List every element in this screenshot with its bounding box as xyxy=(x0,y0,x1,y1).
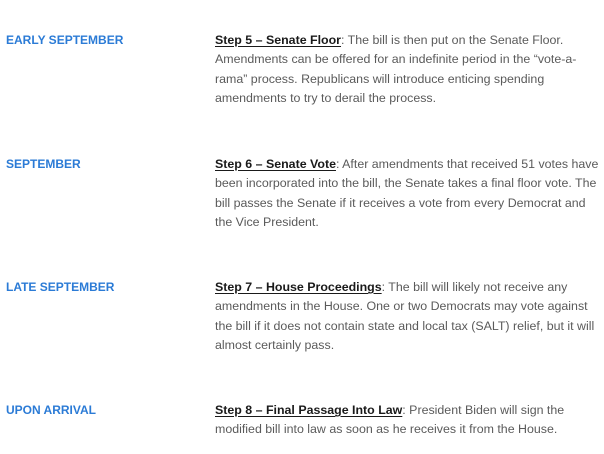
step-text: : The bill is then put on the Senate Floor. Amendments can be offered for an indefinite period in the “vote-a-rama” process. Republicans will introduce enticing spending amendments to try to derail the process. xyxy=(215,33,577,105)
timeline-date-label: UPON ARRIVAL xyxy=(6,403,96,417)
timeline-step-description xyxy=(215,278,599,355)
step-title: Step 6 – Senate Vote xyxy=(215,157,336,171)
timeline-date-label: LATE SEPTEMBER xyxy=(6,280,115,294)
step-title: Step 8 – Final Passage Into Law xyxy=(215,403,403,417)
step-text: : The bill will likely not receive any amendments in the House. One or two Democrats may vote against the bill if it does not contain state and local tax (SALT) relief, but it will almost certainly pass. xyxy=(215,280,595,352)
step-title: Step 7 – House Proceedings xyxy=(215,280,382,294)
step-title: Step 5 – Senate Floor xyxy=(215,33,342,47)
timeline-step-description xyxy=(215,401,599,440)
timeline-date-label: SEPTEMBER xyxy=(6,157,81,171)
timeline-step-description xyxy=(215,155,599,232)
timeline-step-description xyxy=(215,31,599,108)
step-text: : President Biden will sign the modified bill into law as soon as he receives it from the House. xyxy=(215,403,565,437)
timeline-date-label: EARLY SEPTEMBER xyxy=(6,33,124,47)
step-text: : After amendments that received 51 votes have been incorporated into the bill, the Senate takes a final floor vote. The bill passes the Senate if it receives a vote from every Democrat and the Vice President. xyxy=(215,157,599,229)
